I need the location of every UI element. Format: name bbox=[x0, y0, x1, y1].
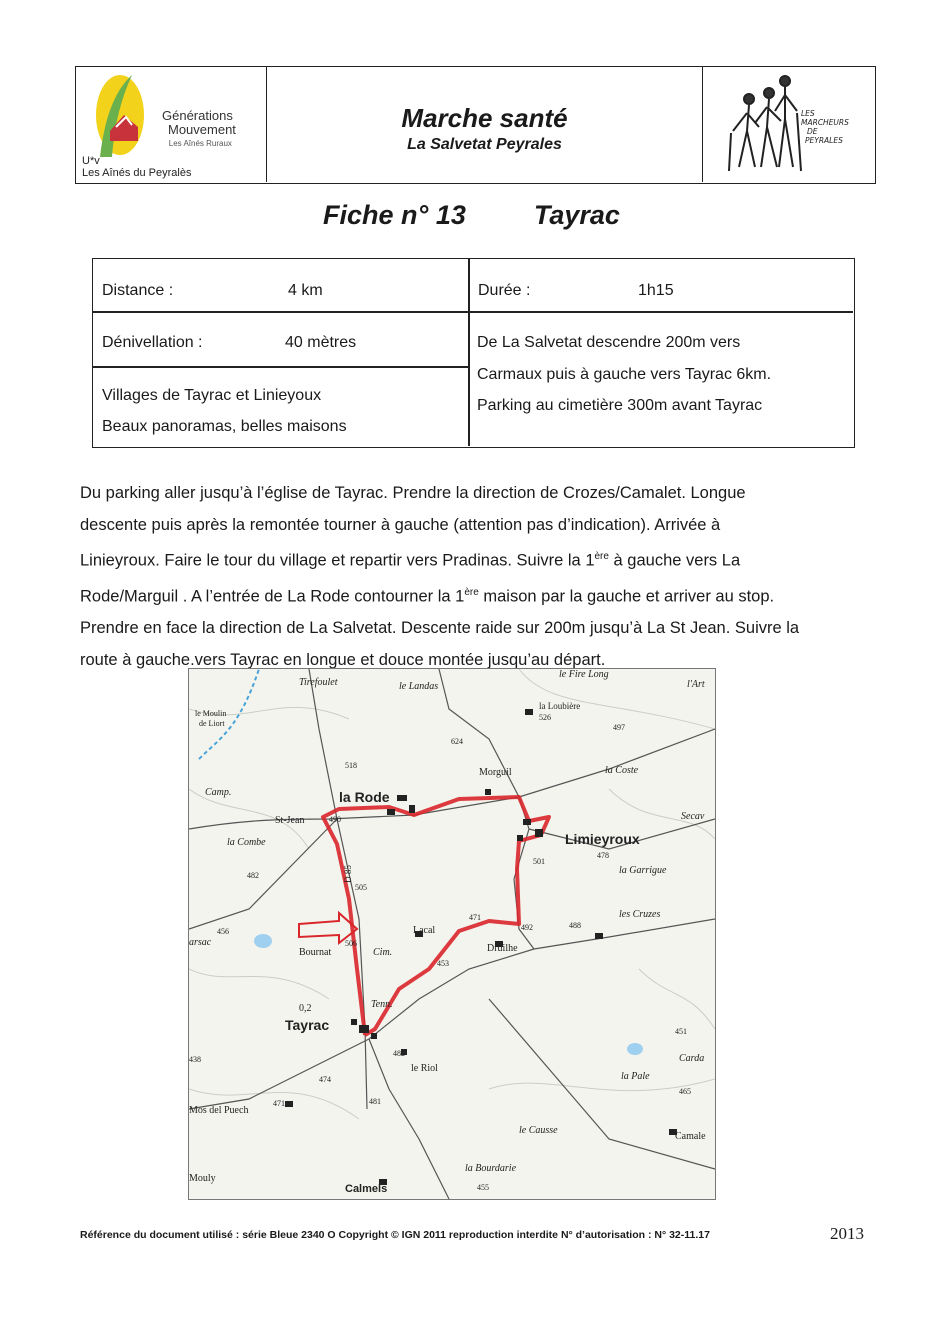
map-label-camale: Camale bbox=[675, 1131, 706, 1142]
map-label-482: 482 bbox=[247, 871, 259, 880]
duration-value: 1h15 bbox=[638, 282, 674, 299]
marcheurs-line4: PEYRALES bbox=[805, 136, 843, 145]
map-label-451: 451 bbox=[675, 1027, 687, 1036]
map-label-limieyroux: Limieyroux bbox=[565, 831, 640, 847]
villages-line2: Beaux panoramas, belles maisons bbox=[102, 418, 347, 435]
map-label-mos-puech: Mos del Puech bbox=[189, 1105, 249, 1116]
fiche-title bbox=[0, 200, 943, 231]
map-label-st-jean: St-Jean bbox=[275, 815, 305, 826]
map-label-liort: de Liort bbox=[199, 719, 225, 728]
marcheurs-logo bbox=[702, 67, 875, 182]
map-label-d85: D 85 bbox=[342, 865, 353, 883]
generations-mouvement-logo bbox=[76, 67, 267, 182]
map-label-465: 465 bbox=[679, 1087, 691, 1096]
info-table bbox=[92, 258, 855, 448]
map-label-478: 478 bbox=[597, 851, 609, 860]
map-label-la-bourdarie: la Bourdarie bbox=[465, 1163, 517, 1174]
header-box bbox=[75, 66, 876, 184]
map-labels bbox=[189, 669, 715, 1199]
map-label-druilhe: Druilhe bbox=[487, 943, 518, 954]
footer-year: 2013 bbox=[830, 1224, 864, 1243]
logo-org-name: Les Aînés du Peyralès bbox=[82, 167, 192, 179]
logo-brand-tagline: Les Aînés Ruraux bbox=[168, 139, 232, 148]
map-label-lacal: Lacal bbox=[413, 925, 436, 936]
logo-emblem-icon bbox=[86, 71, 146, 163]
map-label-le-causse: le Causse bbox=[519, 1125, 558, 1136]
map-label-624: 624 bbox=[451, 737, 463, 746]
logo-prefix: U*v bbox=[82, 155, 100, 167]
elevation-label: Dénivellation : bbox=[102, 334, 203, 351]
map-label-tenn: Tenn. bbox=[371, 999, 393, 1010]
map-label-loubiere: la Loubière bbox=[539, 701, 581, 711]
route-description bbox=[80, 478, 880, 676]
access-line3: Parking au cimetière 300m avant Tayrac bbox=[477, 397, 763, 414]
duration-label: Durée : bbox=[478, 282, 531, 299]
map-label-art: l'Art bbox=[687, 679, 705, 690]
map-label-518: 518 bbox=[345, 761, 357, 770]
map-label-le-riol: le Riol bbox=[411, 1063, 438, 1074]
map-label-arsac: arsac bbox=[189, 937, 212, 948]
hikers-icon bbox=[727, 71, 807, 175]
map-label-morguil: Morguil bbox=[479, 767, 512, 778]
map-label-les-cruzes: les Cruzes bbox=[619, 909, 661, 920]
map-label-la-garrigue: la Garrigue bbox=[619, 865, 667, 876]
header-title-block bbox=[266, 67, 703, 182]
distance-value: 4 km bbox=[288, 282, 323, 299]
map-label-la-combe: la Combe bbox=[227, 837, 266, 848]
description-line1: Du parking aller jusqu’à l’église de Tayrac. Prendre la direction de Crozes/Camalet. Longue bbox=[80, 484, 746, 502]
map-label-471b: 471 bbox=[273, 1099, 285, 1108]
description-line4: Rode/Marguil . A l’entrée de La Rode contourner la 1ère maison par la gauche et arriver au stop. bbox=[80, 587, 775, 606]
description-line5: Prendre en face la direction de La Salvetat. Descente raide sur 200m jusqu’à La St Jean. Suivre la bbox=[80, 619, 800, 637]
map-label-481: 481 bbox=[369, 1097, 381, 1106]
map-label-tayrac: Tayrac bbox=[285, 1017, 330, 1033]
marcheurs-line1: LES bbox=[801, 109, 815, 118]
fiche-place: Tayrac bbox=[533, 200, 620, 230]
map-label-mouly: Mouly bbox=[189, 1173, 216, 1184]
map-label-la-coste: la Coste bbox=[605, 765, 639, 776]
logo-brand-line1: Générations bbox=[162, 108, 233, 123]
page-subtitle: La Salvetat Peyrales bbox=[407, 136, 562, 153]
description-line6: route à gauche.vers Tayrac en longue et douce montée jusqu’au départ. bbox=[80, 650, 606, 669]
marcheurs-line2: MARCHEURS bbox=[801, 118, 849, 127]
map-label-438: 438 bbox=[189, 1055, 201, 1064]
map-label-497: 497 bbox=[613, 723, 625, 732]
elevation-value: 40 mètres bbox=[285, 334, 357, 351]
map-label-tirefoulet: Tirefoulet bbox=[299, 677, 338, 688]
map-label-carda: Carda bbox=[679, 1053, 705, 1064]
villages-line1: Villages de Tayrac et Linieyoux bbox=[102, 387, 322, 404]
map-label-506: 506 bbox=[345, 939, 357, 948]
map-label-505: 505 bbox=[355, 883, 367, 892]
map-label-490: 490 bbox=[329, 815, 341, 824]
map-label-482b: 482 bbox=[393, 1049, 405, 1058]
marcheurs-line3: DE bbox=[807, 127, 818, 136]
map-label-488: 488 bbox=[569, 921, 581, 930]
map-label-la-pale: la Pale bbox=[621, 1071, 650, 1082]
description-line3: Linieyroux. Faire le tour du village et repartir vers Pradinas. Suivre la 1ère à gauche vers La bbox=[80, 551, 741, 570]
map-label-calmels: Calmels bbox=[345, 1183, 388, 1195]
fiche-number: Fiche n° 13 bbox=[323, 200, 466, 230]
page-title: Marche santé bbox=[401, 103, 568, 133]
map-label-474: 474 bbox=[319, 1075, 331, 1084]
logo-brand-line2: Mouvement bbox=[168, 122, 236, 137]
map-label-fire-long: le Fire Long bbox=[559, 669, 609, 680]
map-label-bournat: Bournat bbox=[299, 947, 332, 958]
description-line2: descente puis après la remontée tourner à gauche (attention pas d’indication). Arrivée à bbox=[80, 515, 721, 534]
map-label-492: 492 bbox=[521, 923, 533, 932]
map-label-secav: Secav bbox=[681, 811, 705, 822]
map-label-landas: le Landas bbox=[399, 681, 439, 692]
map-label-526: 526 bbox=[539, 713, 551, 722]
map-label-02: 0,2 bbox=[299, 1003, 312, 1014]
footer-reference: Référence du document utilisé : série Bleue 2340 O Copyright © IGN 2011 reproduction interdite N° d’autorisation : N° 32-11.17 bbox=[80, 1229, 710, 1241]
map-label-moulin: le Moulin bbox=[195, 709, 227, 718]
map-label-453: 453 bbox=[437, 959, 449, 968]
map-label-camp: Camp. bbox=[205, 787, 232, 798]
map-label-456: 456 bbox=[217, 927, 229, 936]
distance-label: Distance : bbox=[102, 282, 174, 299]
map-label-la-rode: la Rode bbox=[339, 789, 390, 805]
map-label-455: 455 bbox=[477, 1183, 489, 1192]
route-map bbox=[188, 668, 716, 1200]
map-label-501: 501 bbox=[533, 857, 545, 866]
map-label-471: 471 bbox=[469, 913, 481, 922]
access-line1: De La Salvetat descendre 200m vers bbox=[477, 334, 741, 351]
map-label-cim: Cim. bbox=[373, 947, 393, 958]
access-line2: Carmaux puis à gauche vers Tayrac 6km. bbox=[477, 366, 772, 383]
